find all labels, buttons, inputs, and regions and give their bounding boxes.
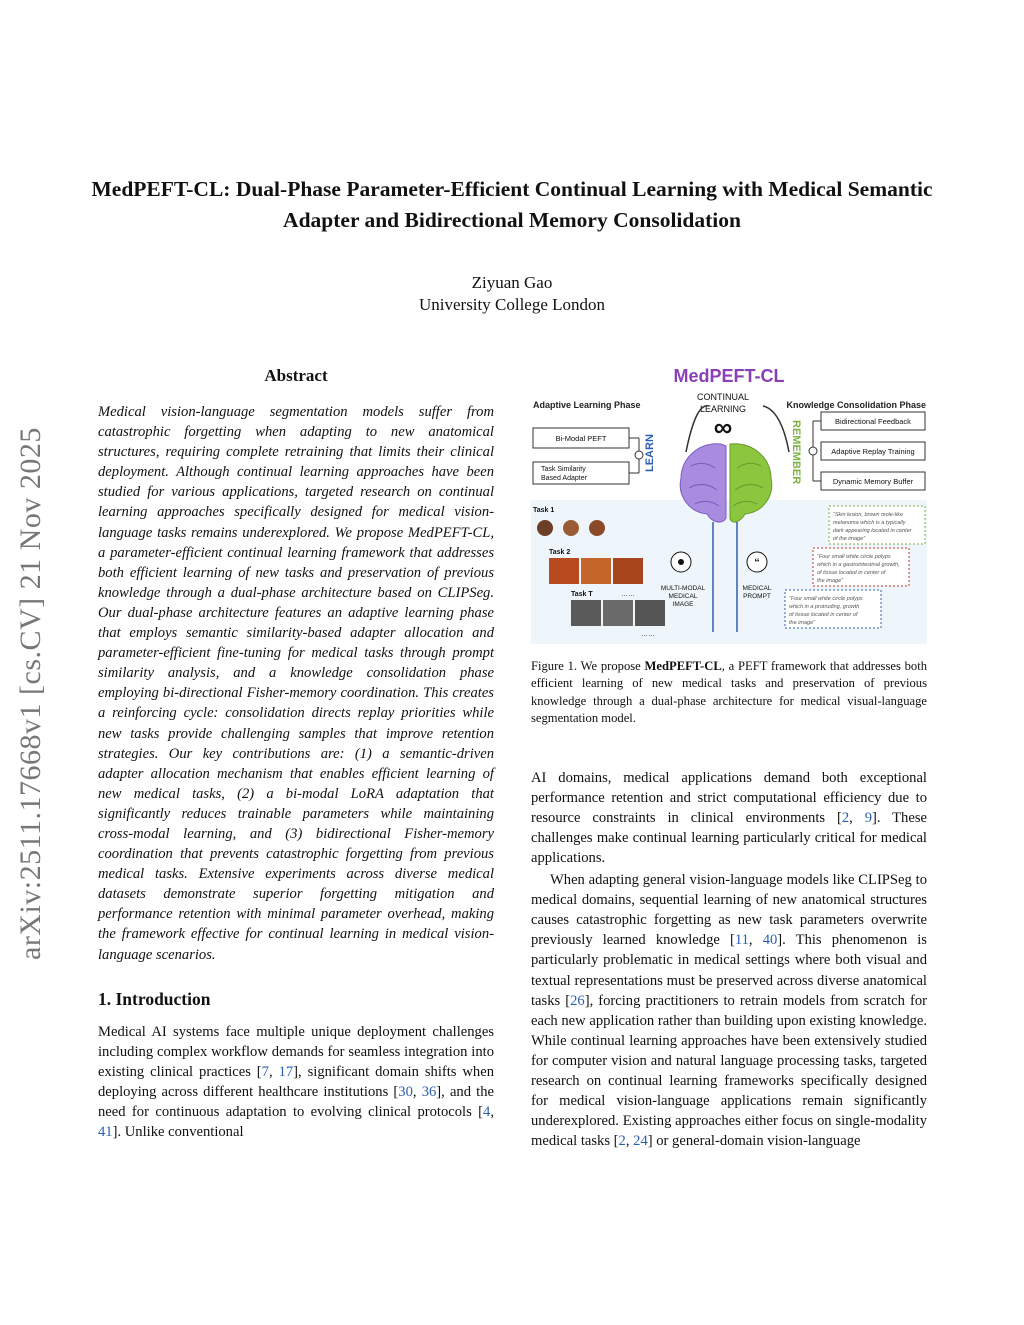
abstract-heading: Abstract xyxy=(264,366,328,385)
medical-prompt-label-1: MEDICAL xyxy=(742,585,772,592)
quote-text-3: which in a protruding, growth xyxy=(789,604,860,610)
medical-prompt-label-2: PROMPT xyxy=(743,593,771,600)
quote-text-2: the image” xyxy=(817,578,843,584)
task2-label: Task 2 xyxy=(549,549,571,556)
citation-link[interactable]: 24 xyxy=(633,1133,648,1150)
quote-text-3: the image” xyxy=(789,620,815,626)
figure-diagram xyxy=(531,362,927,644)
skin-lesion-image xyxy=(537,520,553,536)
bidirectional-feedback-label: Bidirectional Feedback xyxy=(835,417,911,426)
paper-title: MedPEFT-CL: Dual-Phase Parameter-Efficient Continual Learning with Medical Semantic Adapter and Bidirectional Memory Consolidation xyxy=(91,177,933,232)
right-paragraph-1: AI domains, medical applications demand both exceptional performance retention and strict computational efficiency due to resource constraints in clinical environments [2, 9]. These challenges make continual learning particularly critical for medical applications. xyxy=(531,769,927,866)
citation-link[interactable]: 4 xyxy=(483,1104,491,1120)
remember-label: REMEMBER xyxy=(790,420,802,485)
dynamic-memory-label: Dynamic Memory Buffer xyxy=(832,477,914,486)
polyp-image xyxy=(581,558,611,584)
knowledge-phase-label: Knowledge Consolidation Phase xyxy=(786,400,926,410)
quote-text-1: dark appearing located in center xyxy=(833,528,912,534)
quote-text-1: “Skin lesion, brown mole-like xyxy=(833,512,903,518)
citation-link[interactable]: 2 xyxy=(841,809,850,826)
bimodal-peft-label: Bi-Modal PEFT xyxy=(555,434,607,443)
task-similarity-label-2: Based Adapter xyxy=(541,475,587,482)
citation-link[interactable]: 36 xyxy=(421,1083,437,1100)
learning-label: LEARNING xyxy=(699,404,747,414)
left-column xyxy=(98,362,494,1142)
citation-link[interactable]: 17 xyxy=(278,1063,294,1080)
skin-lesion-image xyxy=(589,520,605,536)
learn-label: LEARN xyxy=(644,434,656,472)
multimodal-label-2: MEDICAL xyxy=(668,593,698,600)
abstract-text: Medical vision-language segmentation models suffer from catastrophic forgetting when adapting to new anatomical structures, requiring complete retraining that limits their clinical deployment. Although continual learning approaches have been studied for various applications, targeted research on continual learning approaches specifically designed for medical vision-language tasks remains underexplored. We propose MedPEFT-CL, a parameter-efficient continual learning framework that addresses both efficient learning of new tasks and preservation of previous knowledge through a dual-phase architecture based on CLIPSeg. Our dual-phase architecture features an adaptive learning phase that employs semantic similarity-based adapter allocation and parameter-efficient fine-tuning for medical tasks through prompt similarity analysis, and a knowledge consolidation phase employing bi-directional Fisher-memory coordination. This creates a reinforcing cycle: consolidation directs replay priorities while new tasks provide challenging samples that improve retention strategies. Our key contributions are: (1) a semantic-driven adapter allocation mechanism that enables efficient learning of new medical tasks, (2) a bi-modal LoRA adaptation that significantly reduces trainable parameters while maintaining cross-modal learning, and (3) bidirectional Fisher-memory coordination that prevents catastrophic forgetting from previous medical tasks. Extensive experiments across diverse medical datasets demonstrate superior forgetting mitigation and performance retention with minimal parameter overhead, making the framework effective for continual learning in medical vision-language scenarios. xyxy=(98,404,494,963)
task1-label: Task 1 xyxy=(533,507,555,514)
taskT-label: Task T xyxy=(571,591,593,598)
citation-link[interactable]: 30 xyxy=(398,1083,413,1100)
skin-lesion-image xyxy=(563,520,579,536)
adaptive-phase-label: Adaptive Learning Phase xyxy=(533,400,641,410)
figure-caption: Figure 1. We propose MedPEFT-CL, a PEFT framework that addresses both efficient learning of new medical tasks and preservation of previous knowledge through a dual-phase architecture for medical visual-language segmentation model. xyxy=(531,659,928,726)
infinity-icon: ∞ xyxy=(713,412,733,442)
citation-link[interactable]: 40 xyxy=(762,932,778,949)
right-paragraph-2: When adapting general vision-language models like CLIPSeg to medical domains, sequential learning of new anatomical structures causes catastrophic forgetting as new task parameters overwrite previously learned knowledge [11, 40]. This phenomenon is particularly problematic in medical settings where both visual and textual representations must be preserved across diverse anatomical tasks [26], forcing practitioners to retrain models from scratch for each new application rather than building upon existing knowledge. While continual learning approaches have been extensively studied for computer vision and natural language processing tasks, targeted research on continual learning frameworks specifically designed for medical vision-language applications remain significantly underexplored. Existing approaches either focus on single-modality medical tasks [2, 24] or general-domain vision-language xyxy=(531,872,927,1150)
author-block xyxy=(60,272,964,316)
quote-text-2: of tissue located in center of xyxy=(817,570,886,576)
arxiv-identifier: arXiv:2511.17668v1 [cs.CV] 21 Nov 2025 xyxy=(14,427,47,960)
quote-text-2: which in a gastrointestinal growth, xyxy=(817,562,900,568)
intro-paragraph: Medical AI systems face multiple unique deployment challenges including complex workflow demands for seamless integration into existing clinical practices [7, 17], significant domain shifts when deploying across different healthcare institutions [30, 36], and the need for continuous adaptation to evolving clinical protocols [4, 41]. Unlike conventional xyxy=(98,1023,495,1141)
figure-1 xyxy=(531,362,927,644)
right-column xyxy=(531,362,927,1151)
ellipsis-label-2: …… xyxy=(641,631,655,638)
sum-node-icon xyxy=(809,447,817,455)
multimodal-label-3: IMAGE xyxy=(672,601,694,608)
author-affiliation: University College London xyxy=(418,295,606,314)
continual-label: CONTINUAL xyxy=(696,392,750,402)
citation-link[interactable]: 11 xyxy=(734,932,749,949)
citation-link[interactable]: 41 xyxy=(98,1124,113,1141)
quote-text-1: melanoma which is a typically xyxy=(833,520,906,526)
intro-heading: 1. Introduction xyxy=(98,988,211,1009)
citation-link[interactable]: 2 xyxy=(618,1133,626,1150)
quote-text-3: of tissue located in center of xyxy=(789,612,858,618)
quote-glyph: “ xyxy=(754,557,760,569)
xray-image xyxy=(603,600,633,626)
author-name: Ziyuan Gao xyxy=(471,273,553,292)
multimodal-label-1: MULTI-MODAL xyxy=(660,585,706,592)
quote-text-2: “Four small white circle polyps xyxy=(817,554,891,560)
xray-image xyxy=(571,600,601,626)
ellipsis-label: …… xyxy=(621,591,635,598)
polyp-image xyxy=(549,558,579,584)
logo-text: MedPEFT-CL xyxy=(673,366,785,386)
task-similarity-label-1: Task Similarity xyxy=(541,466,586,473)
polyp-image xyxy=(613,558,643,584)
adaptive-replay-label: Adaptive Replay Training xyxy=(831,447,915,456)
sum-node-icon xyxy=(635,451,643,459)
quote-text-3: “Four small white circle polyps xyxy=(789,596,863,602)
spacer xyxy=(531,728,927,768)
citation-link[interactable]: 7 xyxy=(261,1063,269,1080)
eye-icon xyxy=(678,559,684,565)
citation-link[interactable]: 9 xyxy=(864,809,872,826)
xray-image xyxy=(635,600,665,626)
quote-text-1: of the image” xyxy=(833,536,866,542)
citation-link[interactable]: 26 xyxy=(570,992,585,1009)
